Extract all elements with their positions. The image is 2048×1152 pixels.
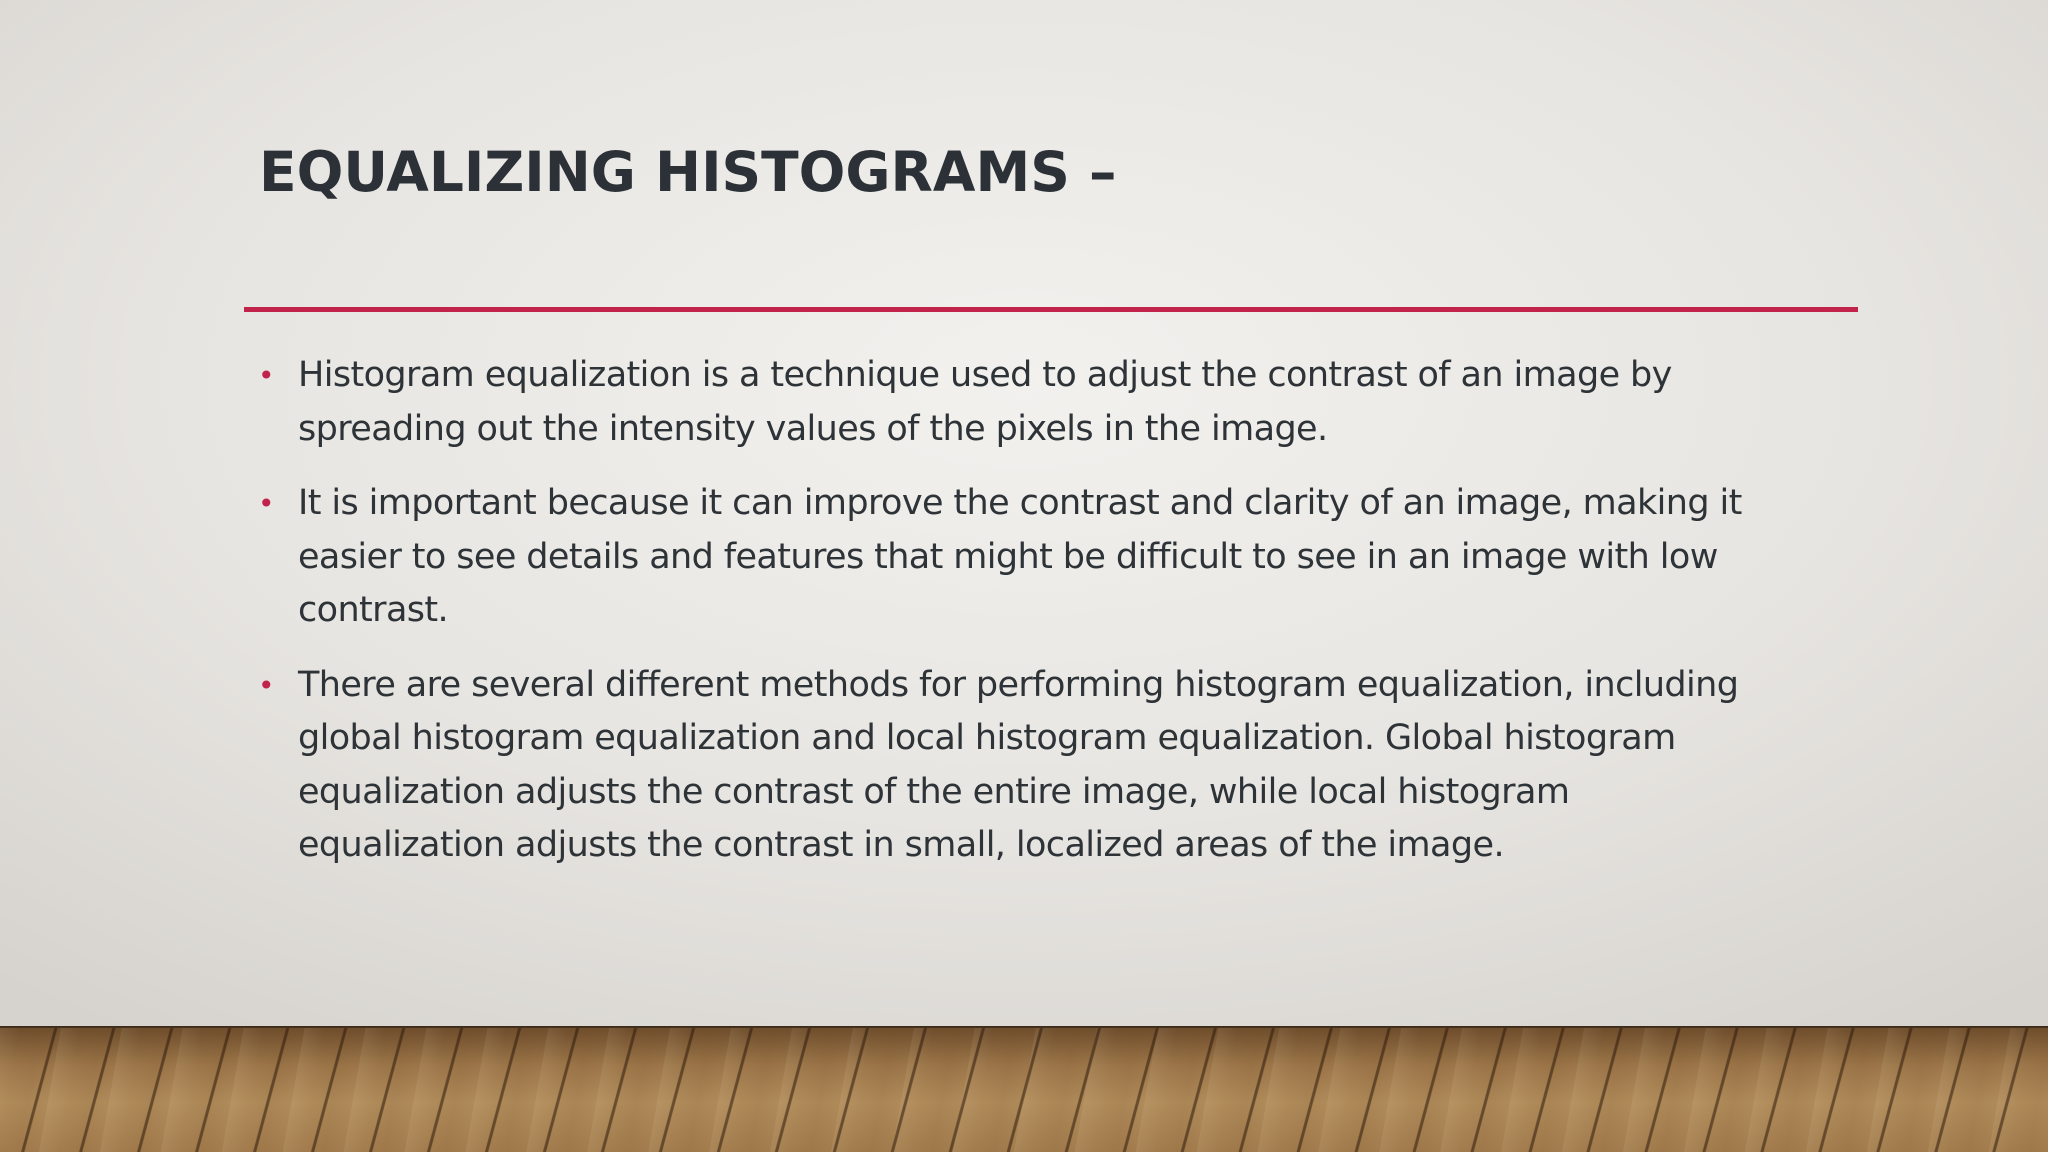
bullet-item [258, 659, 1858, 873]
bullet-text-line: spreading out the intensity values of the pixels in the image. [298, 408, 1328, 449]
bullet-item [258, 477, 1858, 638]
bullet-dot-icon: • [258, 668, 274, 702]
bullet-text-line: There are several different methods for performing histogram equalization, including [298, 664, 1739, 705]
bullet-text-line: It is important because it can improve the contrast and clarity of an image, making it [298, 483, 1742, 523]
bullet-text-line: contrast. [298, 590, 449, 630]
title-divider [244, 307, 1858, 312]
wood-floor [0, 1028, 2048, 1152]
bullet-item [258, 349, 1858, 456]
bullet-text-line: global histogram equalization and local histogram equalization. Global histogram [298, 718, 1676, 758]
bullet-dot-icon: • [258, 359, 274, 392]
bullet-dot-icon: • [258, 487, 274, 520]
bullet-text-line: equalization adjusts the contrast in small, localized areas of the image. [298, 825, 1504, 865]
slide-title: EQUALIZING HISTOGRAMS – [259, 140, 1117, 204]
bullet-text-line: easier to see details and features that might be difficult to see in an image with low [298, 536, 1718, 577]
bullet-text-line: Histogram equalization is a technique used to adjust the contrast of an image by [298, 355, 1672, 395]
bullet-list [258, 349, 1858, 894]
bullet-text-line: equalization adjusts the contrast of the entire image, while local histogram [298, 771, 1570, 812]
